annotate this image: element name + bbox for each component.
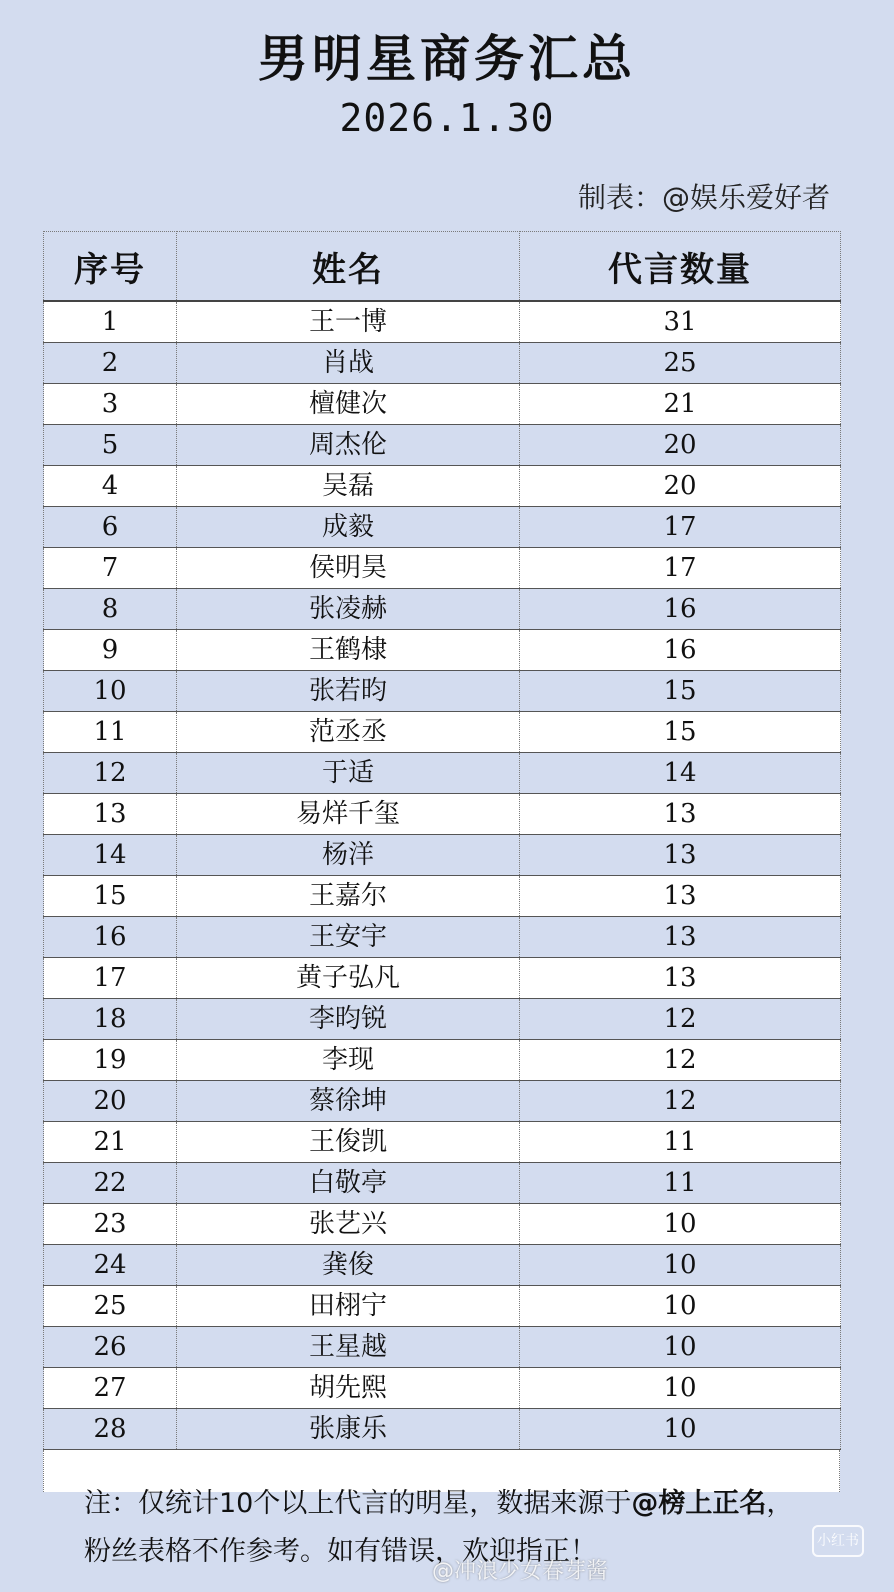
cell-count: 10 (520, 1409, 841, 1450)
table-row (44, 671, 841, 712)
cell-count: 12 (520, 1081, 841, 1122)
table-row (44, 876, 841, 917)
endorsement-table-container (43, 231, 840, 1492)
table-row (44, 507, 841, 548)
cell-rank: 22 (44, 1163, 177, 1204)
cell-count: 10 (520, 1204, 841, 1245)
table-row (44, 1081, 841, 1122)
cell-rank: 27 (44, 1368, 177, 1409)
cell-count: 20 (520, 466, 841, 507)
table-row (44, 753, 841, 794)
cell-rank: 25 (44, 1286, 177, 1327)
cell-rank: 28 (44, 1409, 177, 1450)
table-row (44, 835, 841, 876)
cell-name: 王安宇 (177, 917, 520, 958)
cell-count: 13 (520, 876, 841, 917)
cell-count: 13 (520, 958, 841, 999)
table-row (44, 712, 841, 753)
cell-name: 李昀锐 (177, 999, 520, 1040)
cell-rank: 15 (44, 876, 177, 917)
cell-rank: 1 (44, 301, 177, 343)
cell-rank: 3 (44, 384, 177, 425)
footnote-source: @榜上正名 (631, 1488, 767, 1519)
cell-rank: 14 (44, 835, 177, 876)
cell-count: 13 (520, 917, 841, 958)
cell-name: 周杰伦 (177, 425, 520, 466)
cell-name: 田栩宁 (177, 1286, 520, 1327)
table-row (44, 548, 841, 589)
cell-rank: 13 (44, 794, 177, 835)
cell-count: 31 (520, 301, 841, 343)
table-row (44, 425, 841, 466)
xiaohongshu-logo-icon: 小红书 (812, 1525, 864, 1557)
cell-rank: 16 (44, 917, 177, 958)
cell-name: 于适 (177, 753, 520, 794)
cell-name: 肖战 (177, 343, 520, 384)
header-name: 姓名 (177, 232, 520, 302)
page-title: 男明星商务汇总 (258, 30, 636, 88)
cell-name: 王嘉尔 (177, 876, 520, 917)
table-row (44, 794, 841, 835)
cell-rank: 11 (44, 712, 177, 753)
cell-count: 20 (520, 425, 841, 466)
cell-count: 10 (520, 1368, 841, 1409)
cell-rank: 10 (44, 671, 177, 712)
cell-count: 16 (520, 589, 841, 630)
cell-rank: 9 (44, 630, 177, 671)
cell-name: 张艺兴 (177, 1204, 520, 1245)
endorsement-table (43, 231, 841, 1450)
cell-count: 25 (520, 343, 841, 384)
cell-name: 杨洋 (177, 835, 520, 876)
table-row (44, 1409, 841, 1450)
cell-rank: 4 (44, 466, 177, 507)
cell-rank: 18 (44, 999, 177, 1040)
table-row (44, 958, 841, 999)
cell-name: 王一博 (177, 301, 520, 343)
table-row (44, 1122, 841, 1163)
table-row (44, 1368, 841, 1409)
table-row (44, 999, 841, 1040)
cell-count: 10 (520, 1327, 841, 1368)
cell-name: 白敬亭 (177, 1163, 520, 1204)
cell-name: 黄子弘凡 (177, 958, 520, 999)
footnote-prefix: 注：仅统计10个以上代言的明星，数据来源于 (84, 1488, 632, 1519)
cell-name: 李现 (177, 1040, 520, 1081)
table-row (44, 1163, 841, 1204)
cell-count: 11 (520, 1122, 841, 1163)
cell-count: 17 (520, 507, 841, 548)
cell-name: 易烊千玺 (177, 794, 520, 835)
cell-name: 成毅 (177, 507, 520, 548)
cell-rank: 2 (44, 343, 177, 384)
cell-name: 范丞丞 (177, 712, 520, 753)
cell-count: 10 (520, 1245, 841, 1286)
table-row (44, 466, 841, 507)
cell-rank: 8 (44, 589, 177, 630)
table-row (44, 301, 841, 343)
table-author: 制表：@娱乐爱好者 (577, 181, 830, 214)
cell-rank: 19 (44, 1040, 177, 1081)
cell-count: 14 (520, 753, 841, 794)
cell-count: 15 (520, 712, 841, 753)
cell-count: 13 (520, 794, 841, 835)
cell-rank: 12 (44, 753, 177, 794)
cell-rank: 5 (44, 425, 177, 466)
cell-name: 龚俊 (177, 1245, 520, 1286)
table-row (44, 1286, 841, 1327)
cell-name: 张凌赫 (177, 589, 520, 630)
table-row (44, 343, 841, 384)
cell-count: 17 (520, 548, 841, 589)
cell-count: 13 (520, 835, 841, 876)
cell-name: 蔡徐坤 (177, 1081, 520, 1122)
cell-name: 侯明昊 (177, 548, 520, 589)
table-row (44, 589, 841, 630)
table-row (44, 384, 841, 425)
header-count: 代言数量 (520, 232, 841, 302)
cell-name: 王星越 (177, 1327, 520, 1368)
table-header-row (44, 232, 841, 302)
cell-count: 11 (520, 1163, 841, 1204)
cell-name: 胡先熙 (177, 1368, 520, 1409)
cell-name: 吴磊 (177, 466, 520, 507)
cell-rank: 17 (44, 958, 177, 999)
cell-name: 张康乐 (177, 1409, 520, 1450)
cell-count: 12 (520, 1040, 841, 1081)
cell-rank: 20 (44, 1081, 177, 1122)
cell-rank: 23 (44, 1204, 177, 1245)
cell-rank: 24 (44, 1245, 177, 1286)
header-rank: 序号 (44, 232, 177, 302)
cell-name: 张若昀 (177, 671, 520, 712)
cell-count: 10 (520, 1286, 841, 1327)
date-subtitle: 2026.1.30 (339, 96, 555, 140)
table-row (44, 1040, 841, 1081)
cell-count: 15 (520, 671, 841, 712)
table-body (44, 301, 841, 1450)
cell-rank: 7 (44, 548, 177, 589)
cell-rank: 26 (44, 1327, 177, 1368)
cell-name: 王鹤棣 (177, 630, 520, 671)
cell-name: 檀健次 (177, 384, 520, 425)
table-row (44, 917, 841, 958)
cell-count: 12 (520, 999, 841, 1040)
cell-count: 21 (520, 384, 841, 425)
cell-name: 王俊凯 (177, 1122, 520, 1163)
cell-count: 16 (520, 630, 841, 671)
table-row (44, 1204, 841, 1245)
table-row (44, 1327, 841, 1368)
watermark-text: @冲浪少女春芽酱 (432, 1559, 609, 1584)
cell-rank: 21 (44, 1122, 177, 1163)
table-row (44, 630, 841, 671)
table-row (44, 1245, 841, 1286)
footnote-suffix: ，粉丝表格不作参考。如有错误，欢迎指正！ (84, 1488, 794, 1567)
cell-rank: 6 (44, 507, 177, 548)
